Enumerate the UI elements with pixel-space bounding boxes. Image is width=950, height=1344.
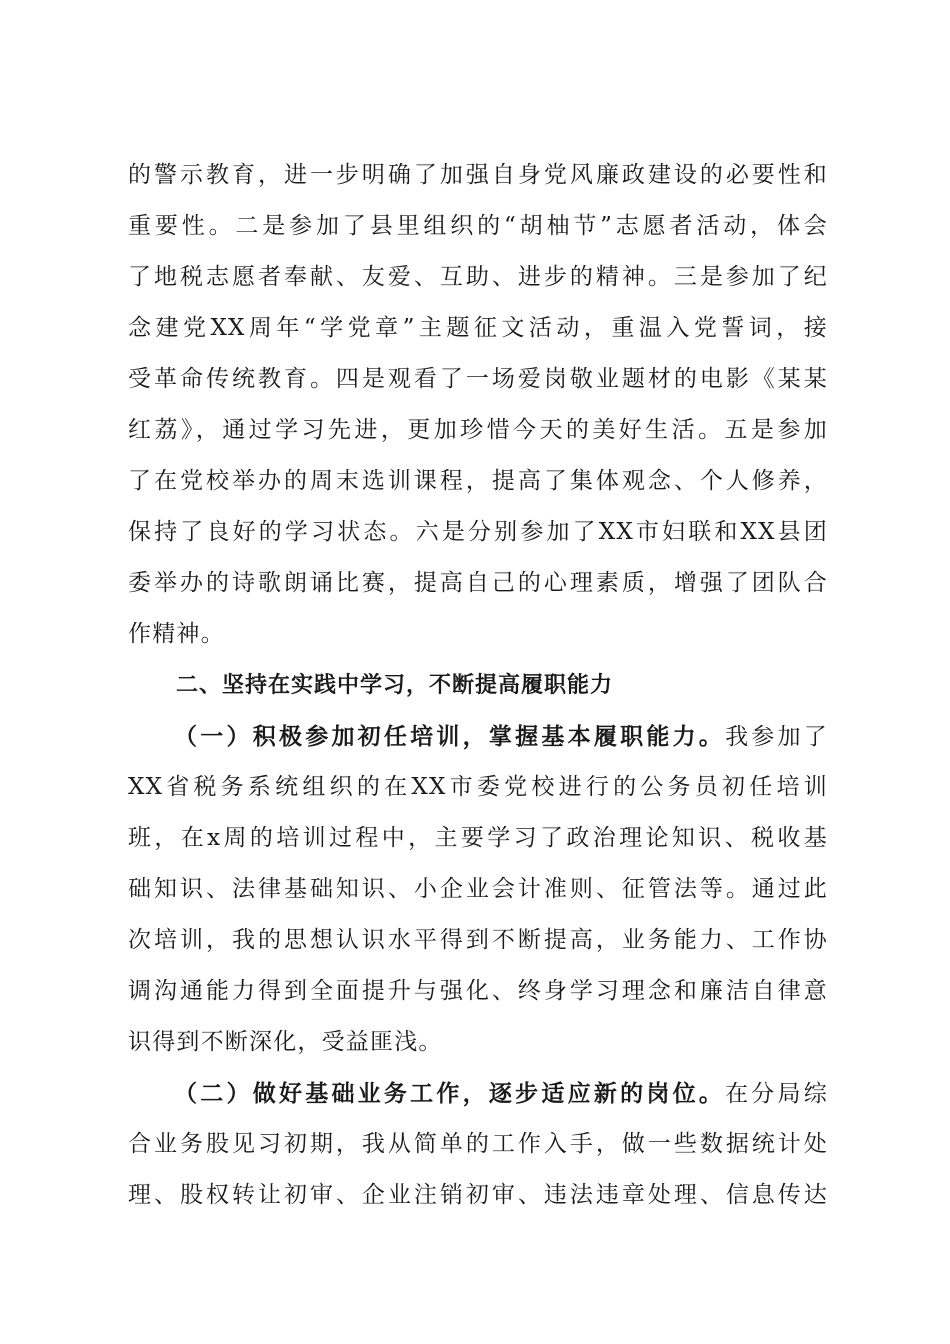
text-line: 念建党XX周年“学党章”主题征文活动，重温入党誓词，接	[128, 315, 828, 341]
subsection-lead-line	[128, 711, 828, 762]
text-line: 作精神。	[128, 621, 225, 647]
subsection-title: （二）做好基础业务工作，逐步适应新的岗位。	[174, 1080, 726, 1107]
text-line: 重要性。二是参加了县里组织的“胡柚节”志愿者活动，体会	[128, 213, 828, 239]
document-page	[128, 150, 828, 1221]
text-line: 受革命传统教育。四是观看了一场爱岗敬业题材的电影《某某	[128, 366, 828, 392]
subsection-lead-line	[128, 1068, 828, 1119]
text-line: 红荔》，通过学习先进，更加珍惜今天的美好生活。五是参加	[128, 417, 828, 443]
text-line: 识得到不断深化，受益匪浅。	[128, 1029, 443, 1055]
text-line: 次培训，我的思想认识水平得到不断提高，业务能力、工作协	[128, 927, 828, 953]
paragraph-basic-business	[128, 1068, 828, 1221]
text-line: 了在党校举办的周末选训课程，提高了集体观念、个人修养，	[128, 468, 828, 494]
text-line: 的警示教育，进一步明确了加强自身党风廉政建设的必要性和	[128, 162, 828, 188]
text-line: 保持了良好的学习状态。六是分别参加了XX市妇联和XX县团	[128, 519, 828, 545]
text-line: XX省税务系统组织的在XX市委党校进行的公务员初任培训	[128, 774, 828, 800]
text-line: 委举办的诗歌朗诵比赛，提高自己的心理素质，增强了团队合	[128, 570, 828, 596]
section-heading: 二、坚持在实践中学习，不断提高履职能力	[176, 673, 614, 698]
paragraph-volunteer-activities	[128, 150, 828, 660]
text-line: 础知识、法律基础知识、小企业会计准则、征管法等。通过此	[128, 876, 828, 902]
paragraph-initial-training	[128, 711, 828, 1068]
subsection-title: （一）积极参加初任培训，掌握基本履职能力。	[174, 723, 726, 750]
text-line: 班，在x周的培训过程中，主要学习了政治理论知识、税收基	[128, 825, 828, 851]
text-line: 理、股权转让初审、企业注销初审、违法违章处理、信息传达	[128, 1182, 828, 1208]
text-line: 合业务股见习初期，我从简单的工作入手，做一些数据统计处	[128, 1131, 828, 1157]
subsection-lead-text: 在分局综	[725, 1081, 828, 1107]
subsection-lead-text: 我参加了	[725, 724, 828, 750]
text-line: 调沟通能力得到全面提升与强化、终身学习理念和廉洁自律意	[128, 978, 828, 1004]
text-line: 了地税志愿者奉献、友爱、互助、进步的精神。三是参加了纪	[128, 264, 828, 290]
